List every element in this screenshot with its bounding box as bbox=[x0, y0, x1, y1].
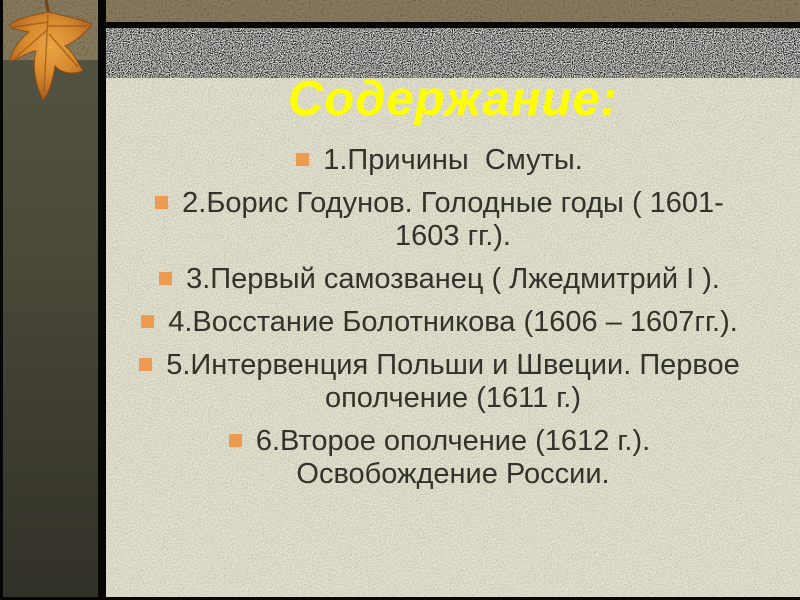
toc-item-6 bbox=[106, 425, 800, 491]
toc-item-text: ополчение (1611 г.) bbox=[324, 382, 582, 414]
sidebar-panel bbox=[3, 60, 98, 597]
toc-item-1 bbox=[106, 144, 800, 177]
bark-texture-top bbox=[106, 0, 800, 22]
orange-square-bullet-icon bbox=[296, 153, 309, 166]
toc-item-text: Освобождение России. bbox=[296, 458, 610, 490]
orange-square-bullet-icon bbox=[229, 434, 242, 447]
toc-item-5 bbox=[106, 349, 800, 415]
toc-item-3 bbox=[106, 263, 800, 296]
toc-item-text: 5.Интервенция Польши и Швеции. Первое bbox=[166, 349, 740, 381]
orange-square-bullet-icon bbox=[155, 196, 168, 209]
toc-item-2 bbox=[106, 187, 800, 253]
toc-item-text: 3.Первый самозванец ( Лжедмитрий I ). bbox=[186, 263, 720, 295]
orange-square-bullet-icon bbox=[141, 315, 154, 328]
toc-item-text: 6.Второе ополчение (1612 г.). bbox=[255, 425, 651, 457]
toc-item-4 bbox=[106, 306, 800, 339]
toc-item-text: 1603 гг.). bbox=[395, 220, 511, 252]
toc-item-text: 2.Борис Годунов. Голодные годы ( 1601- bbox=[182, 187, 724, 219]
toc-item-text: 4.Восстание Болотникова (1606 – 1607гг.). bbox=[168, 306, 738, 338]
slide-content-area bbox=[106, 78, 800, 597]
toc-list bbox=[106, 144, 800, 501]
slide-title: Содержание: bbox=[287, 78, 619, 126]
autumn-maple-leaf-icon bbox=[2, 0, 98, 106]
static-noise-band bbox=[106, 28, 800, 78]
toc-item-text: 1.Причины Смуты. bbox=[323, 144, 583, 176]
orange-square-bullet-icon bbox=[139, 358, 152, 371]
orange-square-bullet-icon bbox=[159, 272, 172, 285]
